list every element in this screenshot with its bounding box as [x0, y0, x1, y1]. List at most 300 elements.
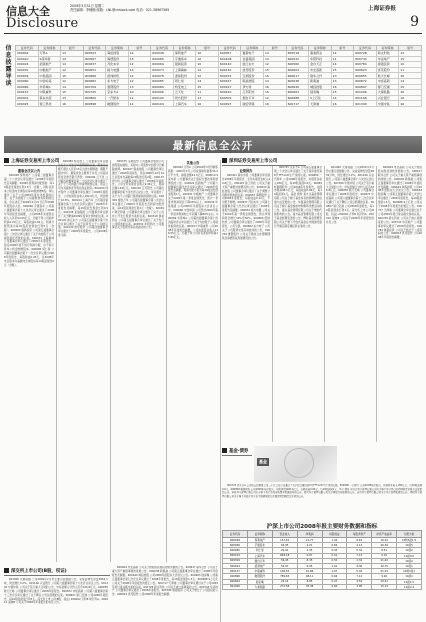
guide-cell: 000069 — [16, 84, 39, 90]
guide-cell: 000039 — [16, 73, 39, 79]
guide-cell: 000503 — [83, 51, 106, 57]
stats-cell: 600663 — [223, 579, 248, 584]
stats-cell: 宇通客车 — [247, 543, 272, 548]
column-text: 600604 市北高新 公司关于控股股东股权划转进展的公告。600617 联华合纤 公司关于重大资产重组事项的进展公告。600638 新黄浦 公司第五届董事会审议通过了2008年年度报告及摘要。600649 城投控股 公司2008年度股东大会决议公告。600663 陆家嘴 公司第五届董事会第七次会议审议通过了2008年度报告，每10股派现金1.5元。600688 S上石化 公司关于2008年年度报告的更正公告。600717 天津港 公司董事会审议通过关于公司2009年度日常关联交易的议案。600728 新太科技 公司关于被立案调查的公告。600743 华远地产 公司董事会审议通过了2008年度报告。600784 鲁银投资 公司关于转让子公司股权的公告。600823 世茂股份 公司2008年年度报告摘要。 — [378, 166, 422, 240]
stats-column-header: 净利润 — [297, 531, 322, 538]
guide-cell: 招商地产 — [38, 62, 61, 68]
guide-cell: 600220 — [218, 90, 241, 96]
guide-cell: 14 — [61, 62, 84, 68]
guide-cell: 10 — [128, 90, 151, 96]
guide-cell: 海虹控股 — [106, 51, 129, 57]
guide-cell: 13 — [128, 67, 151, 73]
stats-cell: 上海汽车 — [247, 553, 272, 558]
stats-cell: 10.41 — [372, 579, 397, 584]
stats-column-header: 每股收益 — [322, 531, 347, 538]
stats-cell: 0.84 — [322, 543, 347, 548]
guide-cell: 12 — [61, 67, 84, 73]
guide-cell: 15 — [196, 84, 219, 90]
stats-cell: 22.14 — [272, 579, 297, 584]
coin-icon — [284, 448, 314, 478]
guide-cell: 14 — [331, 62, 354, 68]
dateline-date: 2009年3月31日 星期二 — [70, 4, 105, 8]
column-text: 600604 市北高新 公司关于控股股东股权划转进展的公告。600617 联华合纤 公司关于重大资产重组事项的进展公告。600638 新黄浦 公司第五届董事会审议通过了2008年年度报告及摘要。600649 城投控股 公司2008年度股东大会决议公告。600663 陆家嘴 公司第五届董事会第七次会议审议通过了2008年度报告，每10股派现金1.5元。600688 S上石化 公司关于2008年年度报告的更正公告。600717 天津港 公司董事会审议通过关于公司2009年度日常关联交易的议案。600728 新太科技 公司关于被立案调查的公告。600743 华远地产 公司董事会审议通过了2008年度报告。600784 鲁银投资 公司关于转让子公司股权的公告。600823 世茂股份 公司2008年年度报告摘要。 — [112, 566, 218, 597]
fund-text — [222, 484, 422, 520]
stats-column-header: 净资产收益率 — [372, 531, 397, 538]
text-column-4 — [168, 160, 218, 560]
guide-cell: 烟台万华 — [241, 95, 264, 101]
guide-cell: 冀东水泥 — [38, 95, 61, 101]
stats-cell: 烟台万华 — [247, 558, 272, 563]
guide-cell: 000637 — [83, 62, 106, 68]
guide-cell: 宇通客车 — [173, 56, 196, 62]
column-text: 600048 保利地产 公司第二届董事会第二十六次会议审议通过了2008年年度报告及其摘要、2008年度利润分配预案：每10股派发现金红利1.5元（含税），同时以资本公积金向全体股东每10股转增5股；审议通过了关于公司2009年度对外担保的议案、关于为控股子公司提供财务资助的议案。会议决定于2009年4月21日召开2008年度股东大会。600066 宇通客车 公司第六届董事会第十九次会议审议通过了2008年年度报告及摘要，公司2008年实现营业收入人民币64.95亿元，归属于母公司的净利润4.21亿元，每股收益0.84元。利润分配预案为每10股派送现金红利5元（含税）。600069 银鸽投资 公司第五届董事会第十二次会议审议通过了关于向控股子公司提供委托贷款的议案。600073 上海梅林 公司董事会审议通过了2008年年度报告，拟定2008年度不进行利润分配，也不进行资本公积金转增股本。600085 同仁堂 公司第四届董事会第十一次会议审议通过2008年度报告，每股收益0.45元，以2008年末总股本为基数向全体股东每10股派现金2元（含税）。 — [4, 174, 54, 267]
column-text: 000401 冀东水泥 公司董事会审议通过2008年年度报告，全年实现营业收入49.6亿元。000425 徐工科技 公司关于重大资产重组进展情况的公告。000503 海虹控股 公司董事会审议通过了关于调整公司组织机构的议案。000567 海德股份 公司2008年度报告，每股收益0.12元，不分配不转增。000637 茂化实华 公司第七届董事会第十次会议审议通过了2008年度报告及摘要。000651 格力电器 公司关于2009年第一季度业绩预告，预计净利润同比增长30%至50%。000666 经纬纺机 公司董事会审议通过了2008年年度报告，公司亏损。000682 东方电子 公司关于公司股票交易异常波动的公告。000709 唐钢股份 公司关于吸收合并邯郸钢铁及承德钒钛进展情况的公告。 — [222, 174, 270, 240]
guide-cell: 同方股份 — [173, 95, 196, 101]
guide-cell: 000651 — [83, 67, 106, 73]
stats-cell: 600066 — [223, 543, 248, 548]
stats-cell: 0.47 — [322, 579, 347, 584]
guide-cell: 600057 — [218, 51, 241, 57]
guide-cell: 000682 — [83, 78, 106, 84]
guide-cell: 茂化实华 — [106, 62, 129, 68]
guide-cell: 上海汽车 — [173, 101, 196, 107]
guide-cell: 中联重科 — [38, 90, 61, 96]
stats-cell: 4.52 — [347, 579, 372, 584]
guide-cell: 金自天正 — [309, 62, 332, 68]
guide-cell: 海德股份 — [106, 56, 129, 62]
column-divider — [110, 160, 111, 562]
stats-cell: 大秦铁路 — [247, 584, 272, 589]
stats-cell: 848.18 — [272, 553, 297, 558]
guide-cell: 12 — [399, 51, 422, 57]
guide-cell: 000401 — [16, 95, 39, 101]
guide-cell: 13 — [264, 78, 287, 84]
stats-cell: 272.58 — [272, 584, 297, 589]
stats-cell: 0.67 — [297, 553, 322, 558]
guide-column-header: 证券代码 — [151, 46, 174, 51]
guide-cell: 华远地产 — [376, 56, 399, 62]
stats-cell: 鞍钢股份 — [247, 574, 272, 579]
stats-cell: 7.13 — [347, 553, 372, 558]
masthead-rule — [4, 33, 422, 34]
guide-column-header: 版号 — [331, 46, 354, 51]
text-column-2 — [58, 160, 108, 560]
guide-cell: 亚盛集团 — [241, 56, 264, 62]
guide-cell: 10 — [399, 62, 422, 68]
guide-cell: 14 — [61, 84, 84, 90]
stats-cell: 0.10 — [372, 553, 397, 558]
guide-cell: 中粮地产 — [38, 67, 61, 73]
guide-cell: 13 — [128, 84, 151, 90]
guide-cell: 15 — [331, 67, 354, 73]
guide-column-header: 证券代码 — [354, 46, 377, 51]
guide-cell: 江苏阳光 — [241, 90, 264, 96]
guide-cell: 15 — [399, 56, 422, 62]
guide-cell: 陆家嘴 — [309, 90, 332, 96]
guide-cell: 14 — [331, 51, 354, 57]
guide-cell: 伊力特 — [241, 84, 264, 90]
guide-cell: 600120 — [218, 62, 241, 68]
column-subhead: 董事会决议公告 — [17, 169, 41, 173]
guide-cell: 600784 — [354, 62, 377, 68]
guide-cell: 中集集团 — [38, 73, 61, 79]
guide-cell: 000060 — [16, 78, 39, 84]
guide-cell: 600638 — [286, 78, 309, 84]
guide-column-header: 证券简称 — [309, 46, 332, 51]
stats-cell: 21.25 — [372, 569, 397, 574]
stats-cell: 0.45 — [322, 548, 347, 553]
guide-cell: 城投控股 — [309, 84, 332, 90]
guide-cell: 600823 — [354, 67, 377, 73]
fund-tag: 基金 — [259, 459, 267, 464]
guide-cell: 600649 — [286, 84, 309, 90]
stats-cell: 7.12 — [347, 574, 372, 579]
guide-table — [15, 45, 422, 107]
guide-cell: 夏新电子 — [241, 51, 264, 57]
text-column-1 — [4, 168, 54, 560]
guide-cell: 12 — [128, 78, 151, 84]
stats-cell: 0.66 — [322, 574, 347, 579]
guide-cell: 厦门空港 — [376, 84, 399, 90]
guide-cell: 世茂股份 — [376, 67, 399, 73]
guide-cell: 600532 — [286, 56, 309, 62]
stats-cell: 0.01 — [322, 553, 347, 558]
fund-graphic — [254, 446, 337, 482]
guide-cell: 000024 — [16, 62, 39, 68]
guide-cell: 鲁银投资 — [376, 62, 399, 68]
dateline-contact: 责任编辑：李楠楠 邮箱：LNL@cnstock.com 电话：021-38967585 — [70, 8, 170, 12]
section-head-shenzhen-label: 深圳证券交易所上市公司 — [229, 159, 278, 164]
guide-cell: 新黄浦 — [309, 78, 332, 84]
stats-cell: 600048 — [223, 538, 248, 543]
guide-cell: 11 — [196, 90, 219, 96]
guide-cell: 600663 — [286, 90, 309, 96]
banner-title: 最新信息全公开 — [172, 140, 254, 152]
guide-cell: 600197 — [218, 84, 241, 90]
guide-cell: 000425 — [16, 101, 39, 107]
guide-cell: 唐钢股份 — [106, 84, 129, 90]
guide-cell: 12 — [196, 67, 219, 73]
guide-cell: 10 — [196, 62, 219, 68]
column-divider — [376, 166, 377, 442]
guide-cell: 600078 — [151, 73, 174, 79]
stats-cell: 中联重科 — [247, 569, 272, 574]
guide-cell: S深华新 — [38, 56, 61, 62]
text-column-5 — [222, 168, 270, 440]
guide-cell: 600728 — [354, 51, 377, 57]
stats-cell: 10转3派1 — [397, 569, 422, 574]
guide-cell: 保利地产 — [173, 51, 196, 57]
guide-cell: 600309 — [218, 95, 241, 101]
stats-cell: 29.41 — [272, 548, 297, 553]
guide-cell: 12 — [128, 95, 151, 101]
guide-column-header: 版号 — [264, 46, 287, 51]
stats-cell: 同仁堂 — [247, 548, 272, 553]
stats-cell: 8.85 — [297, 579, 322, 584]
guide-cell: 云天化 — [173, 90, 196, 96]
guide-cell: S上石化 — [309, 95, 332, 101]
column-text: 601006 大秦铁路 公司2009年2月份主要运营数据公告，完成货物发送量4856万吨，同比增长3.2%。601166 兴业银行 公司第六届董事会第十六次会议决议公告。601390 中国中铁 公司关于签订重大合同的公告，中标金额合计约人民币326.8亿元。600855 航天长峰 公司董事会审议通过了2008年度报告。600872 中炬高新 公司第六届董事会第十三次会议审议通过了关于聘任公司总经理的议案。600897 厦门空港 公司2008年度报告，每10股派现金红利3元。深交所上市公司(B股、权证) 200002 万科B 同万科A。200012 南玻B 公司关于2008年年度报告的补充公告。 — [326, 166, 374, 224]
guide-cell: 600717 — [286, 101, 309, 107]
guide-cell: 14 — [264, 51, 287, 57]
stats-cell: 2.34 — [347, 558, 372, 563]
column-text: 000725 京东方A 公司第五届董事会第二十次会议审议通过了关于投资建设第6代TFT-LCD生产线的议案。000800 一汽轿车 公司2008年度报告，实现营业收入180亿元，每10股派现0.6元。000898 鞍钢股份 公司2008年年度报告，实现净利润48.1亿元，每股收益0.66元，每10股派现1元。基金·债券 易方达基金管理有限公司关于旗下基金持有的停牌股票估值方法变更的公告。华夏基金管理有限公司关于旗下基金参加申购费率优惠活动的公告。嘉实基金管理有限公司关于增加代销机构的公告。南方基金管理有限公司关于基金经理变更的公告。博时基金管理有限公司关于旗下开放式基金在中国建设银行开通定期定额投资业务的公告。 — [274, 166, 322, 228]
guide-cell: 16 — [331, 84, 354, 90]
stats-cell: 10派2 — [397, 558, 422, 563]
guide-cell: 600518 — [286, 51, 309, 57]
guide-cell: 一汽轿车 — [106, 95, 129, 101]
stats-cell: 600309 — [223, 558, 248, 563]
stats-cell: 000024 — [223, 563, 248, 568]
guide-cell: 澄星股份 — [173, 73, 196, 79]
guide-cell: 600167 — [218, 78, 241, 84]
stats-cell: 1.07 — [322, 569, 347, 574]
column-text: 601006 大秦铁路 公司2009年2月份主要运营数据公告，完成货物发送量4856万吨，同比增长3.2%。601166 兴业银行 公司第六届董事会第十六次会议决议公告。601390 中国中铁 公司关于签订重大合同的公告，中标金额合计约人民币326.8亿元。600855 航天长峰 公司董事会审议通过了2008年度报告。600872 中炬高新 公司第六届董事会第十三次会议审议通过了关于聘任公司总经理的议案。600897 厦门空港 公司2008年度报告，每10股派现金红利3元。深交所上市公司(B股、权证) 200002 万科B 同万科A。200012 南玻B 公司关于2008年年度报告的补充公告。 — [4, 578, 108, 605]
guide-cell: 经纬纺机 — [106, 73, 129, 79]
guide-cell: 中国中铁 — [376, 101, 399, 107]
guide-cell: 600617 — [286, 73, 309, 79]
guide-cell: 600069 — [151, 62, 174, 68]
stats-column-header: 分配方案 — [397, 531, 422, 538]
stats-cell: 9.36 — [347, 563, 372, 568]
stats-cell: 0.60 — [322, 584, 347, 589]
stats-cell: 9.26 — [372, 574, 397, 579]
guide-cell: 银鸽投资 — [173, 62, 196, 68]
stats-cell: 招商地产 — [247, 563, 272, 568]
guide-cell: 12 — [264, 95, 287, 101]
guide-cell: 600155 — [218, 73, 241, 79]
guide-cell: 000567 — [83, 56, 106, 62]
stats-header-row — [223, 531, 422, 538]
guide-cell: 000725 — [83, 90, 106, 96]
stats-row — [223, 584, 422, 589]
guide-cell: 600497 — [218, 101, 241, 107]
bottom-mid-text — [112, 566, 218, 620]
guide-cell: 15 — [61, 90, 84, 96]
guide-cell: 14 — [264, 56, 287, 62]
guide-column-header: 证券简称 — [241, 46, 264, 51]
guide-cell: 联美控股 — [241, 78, 264, 84]
stats-cell: 4.12 — [347, 543, 372, 548]
stats-cell: 600085 — [223, 548, 248, 553]
stats-column-header: 每股净资产 — [347, 531, 372, 538]
guide-cell: 12 — [128, 62, 151, 68]
stats-cell: 16.43 — [372, 538, 397, 543]
guide-cell: 京东方A — [106, 90, 129, 96]
section-title: Disclosure — [6, 16, 79, 31]
stats-cell: 5.04 — [347, 569, 372, 574]
guide-cell: 天津港 — [309, 101, 332, 107]
guide-cell: 10 — [196, 51, 219, 57]
guide-cell: 大秦铁路 — [376, 90, 399, 96]
guide-cell: 格力电器 — [106, 67, 129, 73]
guide-cell: 兴业银行 — [376, 95, 399, 101]
guide-cell: 600073 — [151, 67, 174, 73]
stats-cell: 64.95 — [272, 543, 297, 548]
guide-cell: 宝硕股份 — [241, 73, 264, 79]
stats-cell: 10派0.5 — [397, 553, 422, 558]
stats-cell: 3.95 — [347, 584, 372, 589]
stats-cell: 10转5派1.5 — [397, 538, 422, 543]
guide-column-header: 证券代码 — [218, 46, 241, 51]
stats-cell: 136.55 — [272, 569, 297, 574]
stats-cell: 21.77 — [297, 538, 322, 543]
guide-body — [16, 51, 422, 107]
guide-cell: 16 — [264, 84, 287, 90]
guide-cell: 浙江东方 — [241, 62, 264, 68]
stats-cell: 陆家嘴 — [247, 579, 272, 584]
masthead — [4, 3, 422, 43]
stats-cell: 59.45 — [272, 558, 297, 563]
guide-cell: 000709 — [83, 84, 106, 90]
guide-cell: 15 — [399, 84, 422, 90]
guide-cell: 新太科技 — [376, 51, 399, 57]
stats-table — [222, 530, 422, 590]
section-head-shenzhen — [222, 156, 306, 166]
guide-column-header: 版号 — [196, 46, 219, 51]
stats-column-header: 证券简称 — [247, 531, 272, 538]
guide-cell: 000031 — [16, 67, 39, 73]
column-divider — [166, 160, 167, 562]
guide-label: 信息披露导读 — [5, 45, 12, 87]
guide-column-header: 证券简称 — [173, 46, 196, 51]
guide-cell: 12 — [196, 73, 219, 79]
column-divider — [56, 166, 57, 562]
guide-cell: 600066 — [151, 56, 174, 62]
guide-cell: 000800 — [83, 95, 106, 101]
guide-cell: 600560 — [286, 62, 309, 68]
column-text: 600089 特变电工 公司董事会审议通过关于公司发行中期票据的议案，拟发行总额不超过人民币15亿元的中期票据，期限不超过5年，募集资金主要用于补充公司流动资金及偿还银行贷款。600096 云天化 公司第四届董事会第二十四次会议审议通过了关于子公司向银行申请贷款的议案，同意公司为其提供连带责任保证担保。600100 同方股份 公司董事会审议通过了2008年度报告，公司实现营业收入182.6亿元，同比增长12.8%。600104 上海汽车 公司第四届董事会第十七次会议审议通过了2008年年度报告及摘要，每10股派发现金红利0.5元。600108 亚盛集团 公司董事会审议通过了关于聘请2009年度审计机构的议案。600120 浙江东方 公司第五届董事会第十次会议审议通过了关于投资设立子公司的议案。600130 波导股份 公司第四届董事会审议通过了2008年年度报告，公司2008年度亏损。 — [58, 160, 108, 238]
guide-cell: 600130 — [218, 67, 241, 73]
guide-cell: 600688 — [286, 95, 309, 101]
headline-banner — [4, 136, 422, 153]
stats-cell: 保利地产 — [247, 538, 272, 543]
guide-cell: 14 — [61, 56, 84, 62]
guide-cell: 600897 — [354, 84, 377, 90]
stats-cell: 8.63 — [347, 538, 372, 543]
stats-cell: 78.38 — [297, 584, 322, 589]
column-text: 600155 宝硕股份 公司董事会收到公司控股股东通知，其所持公司股份中的部分已解除质押。600167 联美控股 公司董事会审议通过了2008年度报告，拟以2008年12月31日总股本为基数每10股送红股2股。600197 伊力特 公司董事会审议通过了2008年年度报告，公司全年实现营业收入9.36亿元，利润总额1.64亿元。600220 江苏阳光 公司第四届董事会第十四次会议决议公告，审议通过了关于为子公司银行借款提供担保的议案。600309 烟台万华 公司第四届董事会第八次会议审议通过了2008年年度报告及利润分配预案，每10股派现金红利2元（含税）。600497 驰宏锌锗 公司董事会审议通过了关于公司非公开发行股票方案的议案。600518 康美药业 公司第五届董事会审议通过了关于发行公司债券的议案。600532 华阳科技 公司董事会关于股票交易异常波动的公告。 — [112, 160, 164, 230]
stats-cell: 600104 — [223, 553, 248, 558]
guide-cell: 华侨城A — [38, 84, 61, 90]
guide-cell: 600048 — [151, 51, 174, 57]
stats-cell: 8.35 — [297, 558, 322, 563]
guide-cell: 000010 — [16, 56, 39, 62]
column-subhead: 业绩预告 — [239, 169, 253, 173]
stats-cell: 4.21 — [297, 543, 322, 548]
guide-cell: 联华合纤 — [309, 73, 332, 79]
stats-body — [223, 538, 422, 590]
text-column-6 — [274, 166, 322, 442]
guide-column-header: 证券代码 — [83, 46, 106, 51]
dateline — [70, 4, 170, 12]
guide-cell: 600604 — [286, 67, 309, 73]
guide-cell: 000157 — [16, 90, 39, 96]
bottom-left-text — [4, 578, 108, 620]
stats-cell: 52.07 — [272, 563, 297, 568]
guide-cell: 14 — [196, 78, 219, 84]
guide-cell: 14 — [331, 95, 354, 101]
guide-cell: 600108 — [218, 56, 241, 62]
guide-cell: 000002 — [16, 51, 39, 57]
guide-cell: 12 — [264, 62, 287, 68]
guide-cell: 16 — [399, 90, 422, 96]
stats-cell: 5.32 — [347, 548, 372, 553]
text-column-3 — [112, 160, 164, 560]
paper-name: 上海证券报 — [368, 6, 396, 12]
guide-cell: 12 — [61, 78, 84, 84]
stats-cell: 000157 — [223, 569, 248, 574]
guide-column-header: 证券简称 — [376, 46, 399, 51]
guide-column-header: 版号 — [399, 46, 422, 51]
guide-cell: 14 — [128, 73, 151, 79]
guide-cell: 000666 — [83, 73, 106, 79]
stats-table-title: 沪深上市公司2008年报主要财务数据和指标 — [266, 524, 378, 530]
guide-cell: 航天长峰 — [376, 73, 399, 79]
guide-cell: 13 — [196, 95, 219, 101]
guide-cell: 15 — [331, 90, 354, 96]
stats-cell: 2.35 — [297, 548, 322, 553]
guide-cell: 600855 — [354, 73, 377, 79]
stats-cell: 151.81 — [272, 538, 297, 543]
guide-cell: 万科A — [38, 51, 61, 57]
guide-cell: 波导股份 — [241, 67, 264, 73]
stats-cell: 10派1.5 — [397, 579, 422, 584]
stats-column-header: 证券代码 — [223, 531, 248, 538]
stats-cell: 48.11 — [297, 574, 322, 579]
guide-cell: 16 — [331, 101, 354, 107]
guide-cell: 13 — [128, 56, 151, 62]
stats-cell: 1.01 — [322, 563, 347, 568]
guide-cell: 市北高新 — [309, 67, 332, 73]
guide-column-header: 证券简称 — [106, 46, 129, 51]
guide-cell: 600085 — [151, 78, 174, 84]
section-head-fund-label: 基金·债券 — [229, 449, 249, 454]
column-divider — [324, 166, 325, 442]
guide-cell: 15 — [61, 73, 84, 79]
guide-cell: 10 — [196, 56, 219, 62]
brand-title: 信息大全 — [6, 5, 50, 18]
guide-cell: 11 — [399, 67, 422, 73]
guide-cell: 驰宏锌锗 — [241, 101, 264, 107]
stats-cell: 8.51 — [372, 548, 397, 553]
stats-cell: 21.42 — [372, 558, 397, 563]
guide-cell: 600743 — [354, 56, 377, 62]
guide-cell: 特变电工 — [173, 84, 196, 90]
text-column-7 — [326, 166, 374, 442]
guide-cell: 康美药业 — [309, 51, 332, 57]
guide-column-header: 证券简称 — [38, 46, 61, 51]
stats-cell: 10派1 — [397, 563, 422, 568]
text-column-8 — [378, 166, 422, 442]
guide-cell: 14 — [128, 51, 151, 57]
disclosure-guide — [4, 45, 422, 121]
stats-cell: 6.95 — [297, 563, 322, 568]
guide-cell: 10 — [331, 73, 354, 79]
guide-cell: 16 — [399, 101, 422, 107]
guide-cell: 16 — [399, 73, 422, 79]
guide-cell: 东方电子 — [106, 78, 129, 84]
stats-cell: 10派2 — [397, 548, 422, 553]
stats-cell: 1.42 — [322, 538, 347, 543]
stats-cell: 10.75 — [372, 563, 397, 568]
guide-row — [16, 101, 422, 107]
guide-cell: 601006 — [354, 90, 377, 96]
guide-column-header: 证券代码 — [286, 46, 309, 51]
section-head-bottom-left — [4, 566, 110, 576]
guide-column-header: 版号 — [128, 46, 151, 51]
stats-cell: 20.39 — [372, 543, 397, 548]
